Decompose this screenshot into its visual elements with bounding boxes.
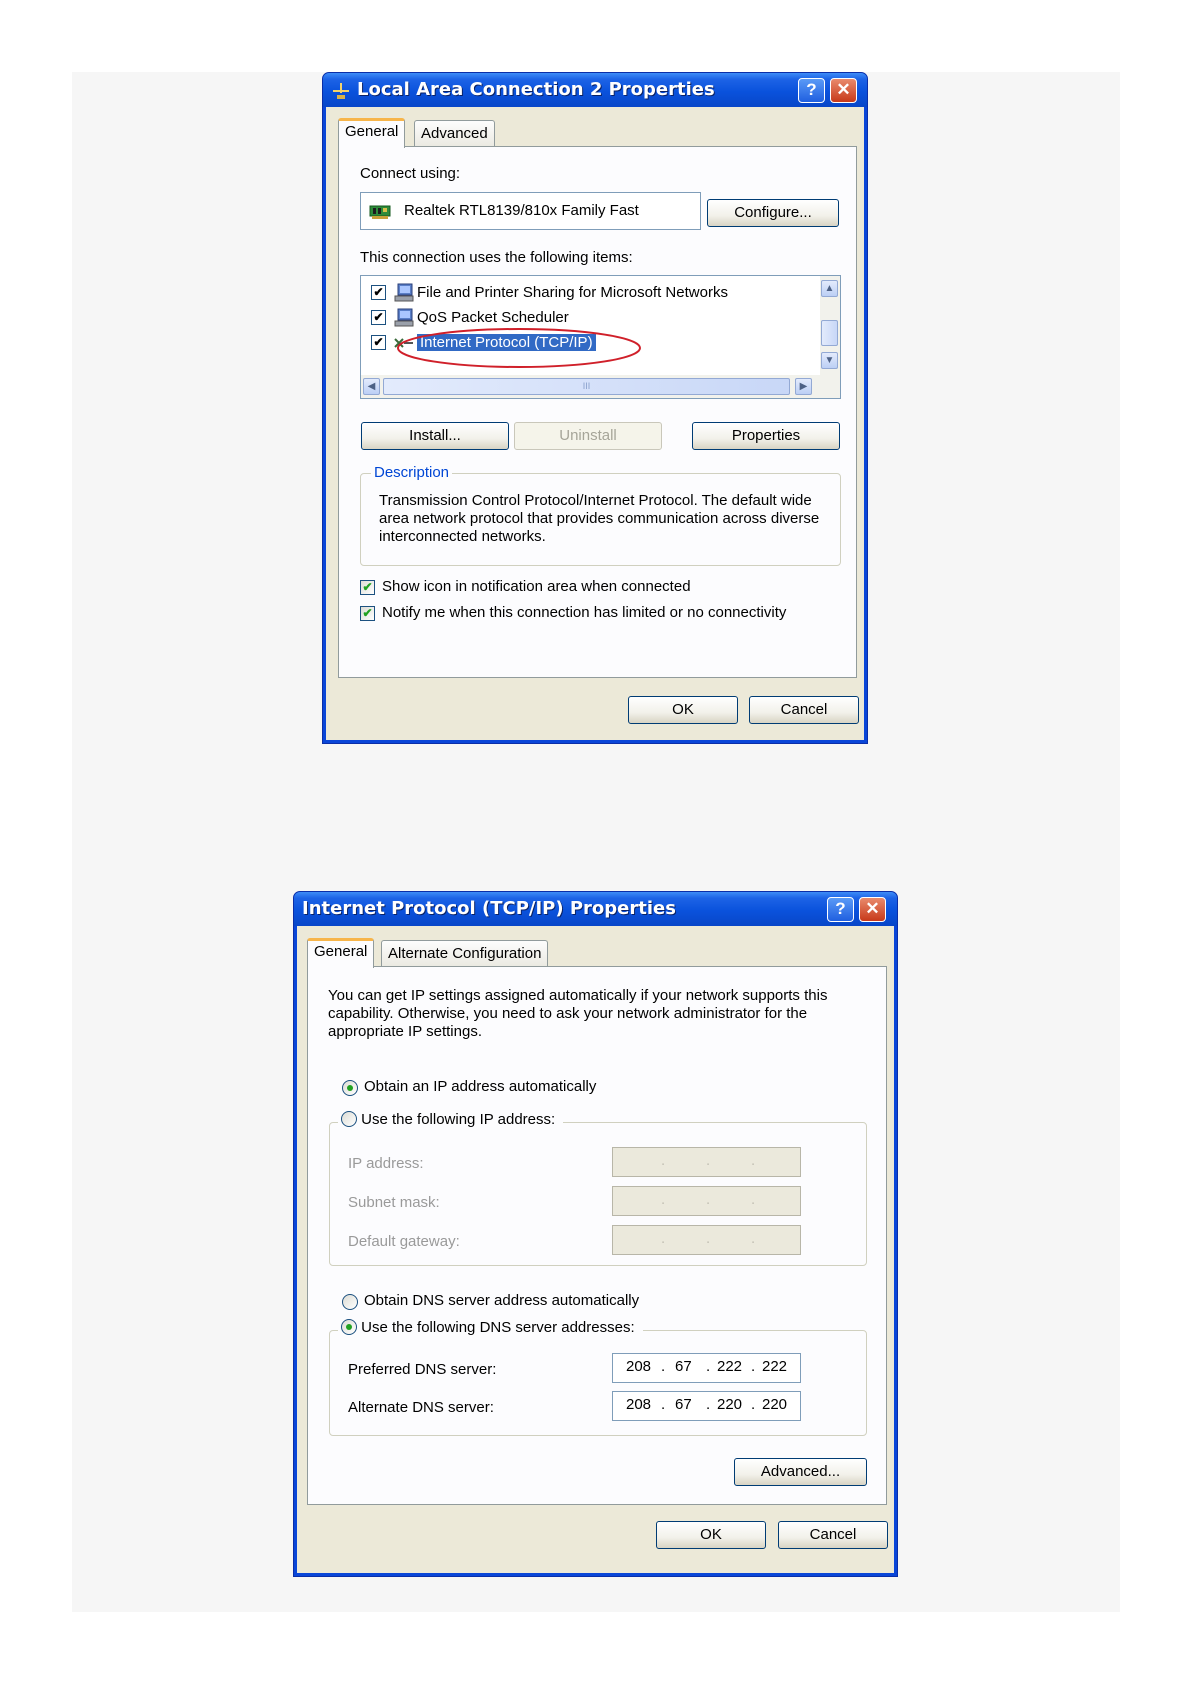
- item-label: File and Printer Sharing for Microsoft Networks: [417, 284, 728, 301]
- default-gateway-field[interactable]: . . .: [612, 1225, 801, 1255]
- ip-address-group: [329, 1111, 867, 1266]
- tab-alternate-configuration[interactable]: Alternate Configuration: [381, 940, 548, 966]
- computer-network-icon: [393, 283, 415, 303]
- use-ip-label: Use the following IP address:: [361, 1111, 556, 1128]
- subnet-mask-field[interactable]: . . .: [612, 1186, 801, 1216]
- preferred-dns-field[interactable]: 208 . 67 . 222 . 222: [612, 1353, 801, 1383]
- tab-general[interactable]: General: [307, 938, 374, 968]
- ip-address-field[interactable]: . . .: [612, 1147, 801, 1177]
- obtain-ip-label[interactable]: Obtain an IP address automatically: [364, 1078, 597, 1095]
- adapter-name: Realtek RTL8139/810x Family Fast: [404, 202, 639, 219]
- general-tab-panel: [307, 966, 887, 1505]
- uninstall-button[interactable]: Uninstall: [514, 422, 662, 450]
- connect-using-label: Connect using:: [360, 165, 461, 182]
- scroll-down-button[interactable]: ▼: [821, 352, 838, 369]
- notify-checkbox[interactable]: ✔: [360, 606, 375, 621]
- configure-button[interactable]: Configure...: [707, 199, 839, 227]
- network-adapter-icon: [369, 204, 393, 220]
- use-dns-option[interactable]: [338, 1319, 643, 1336]
- notify-label[interactable]: Notify me when this connection has limited or no connectivity: [382, 604, 787, 621]
- cancel-button[interactable]: Cancel: [749, 696, 859, 724]
- window-title: Internet Protocol (TCP/IP) Properties: [302, 898, 676, 919]
- cancel-button[interactable]: Cancel: [778, 1521, 888, 1549]
- local-area-connection-properties-dialog: [322, 72, 868, 744]
- scroll-left-button[interactable]: ◀: [363, 378, 380, 395]
- show-icon-checkbox[interactable]: ✔: [360, 580, 375, 595]
- dialog-client-area: [326, 107, 864, 740]
- default-gateway-label: Default gateway:: [348, 1233, 460, 1250]
- properties-button[interactable]: Properties: [692, 422, 840, 450]
- item-checkbox[interactable]: ✔: [371, 285, 386, 300]
- tab-general[interactable]: General: [338, 118, 405, 148]
- item-label: Internet Protocol (TCP/IP): [417, 334, 596, 351]
- obtain-dns-radio[interactable]: [342, 1294, 358, 1310]
- scroll-right-button[interactable]: ▶: [795, 378, 812, 395]
- alternate-dns-field[interactable]: 208 . 67 . 220 . 220: [612, 1391, 801, 1421]
- window-title: Local Area Connection 2 Properties: [357, 79, 715, 100]
- ip-address-label: IP address:: [348, 1155, 424, 1172]
- network-connection-icon: [331, 81, 351, 101]
- items-label: This connection uses the following items:: [360, 249, 633, 266]
- title-bar[interactable]: [323, 73, 867, 107]
- dialog-client-area: [297, 926, 894, 1573]
- general-tab-panel: [338, 146, 857, 678]
- adapter-field: [360, 192, 701, 230]
- tcpip-properties-dialog: [293, 891, 898, 1577]
- description-group: [360, 464, 841, 566]
- highlight-circle: [394, 325, 644, 371]
- close-button[interactable]: ✕: [859, 897, 886, 922]
- intro-text: You can get IP settings assigned automatically if your network supports this capability. Otherwise, you need to ask your network administrator for the appropriate IP settings.: [328, 987, 828, 1040]
- obtain-ip-radio[interactable]: [342, 1080, 358, 1096]
- horizontal-scroll-thumb[interactable]: III: [383, 378, 790, 395]
- install-button[interactable]: Install...: [361, 422, 509, 450]
- description-text: Transmission Control Protocol/Internet Protocol. The default wide area network protocol that provides communication across diverse interconnected networks.: [379, 492, 820, 545]
- obtain-dns-label[interactable]: Obtain DNS server address automatically: [364, 1292, 640, 1309]
- item-checkbox[interactable]: ✔: [371, 335, 386, 350]
- help-button[interactable]: ?: [827, 897, 854, 922]
- tab-advanced[interactable]: Advanced: [414, 120, 495, 146]
- preferred-dns-label: Preferred DNS server:: [348, 1361, 497, 1378]
- help-button[interactable]: ?: [798, 78, 825, 103]
- use-ip-radio[interactable]: [341, 1111, 357, 1127]
- advanced-button[interactable]: Advanced...: [734, 1458, 867, 1486]
- ok-button[interactable]: OK: [656, 1521, 766, 1549]
- use-dns-radio[interactable]: [341, 1319, 357, 1335]
- use-ip-option[interactable]: [338, 1111, 563, 1128]
- item-checkbox[interactable]: ✔: [371, 310, 386, 325]
- subnet-mask-label: Subnet mask:: [348, 1194, 440, 1211]
- show-icon-label[interactable]: Show icon in notification area when connected: [382, 578, 691, 595]
- close-button[interactable]: ✕: [830, 78, 857, 103]
- item-label: QoS Packet Scheduler: [417, 309, 569, 326]
- dns-server-group: [329, 1319, 867, 1436]
- vertical-scroll-thumb[interactable]: [821, 320, 838, 346]
- alternate-dns-label: Alternate DNS server:: [348, 1399, 494, 1416]
- ok-button[interactable]: OK: [628, 696, 738, 724]
- description-title: Description: [371, 464, 452, 481]
- scroll-up-button[interactable]: ▲: [821, 280, 838, 297]
- title-bar[interactable]: [294, 892, 897, 926]
- use-dns-label: Use the following DNS server addresses:: [361, 1319, 635, 1336]
